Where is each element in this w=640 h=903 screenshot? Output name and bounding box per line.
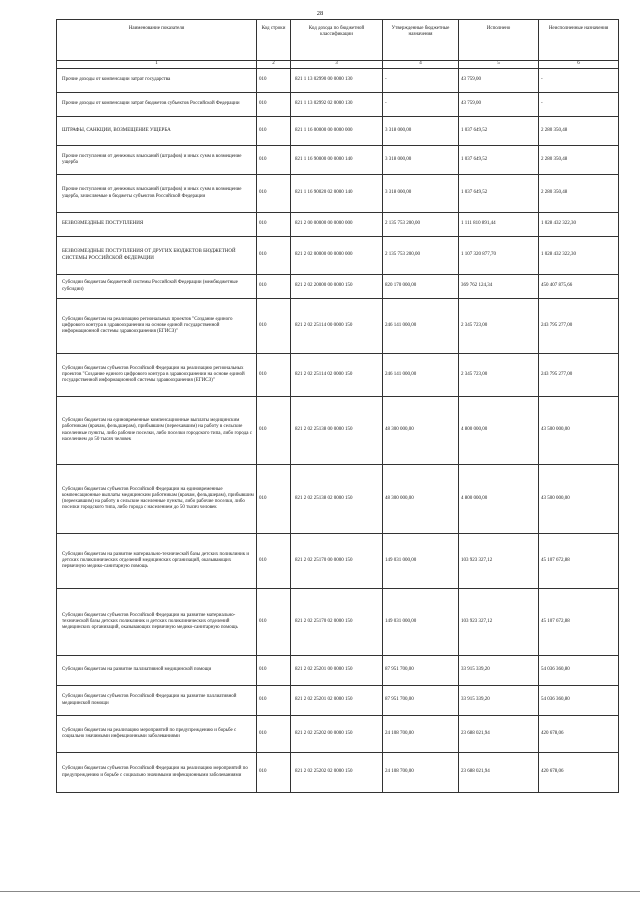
row-line-code: 010 bbox=[257, 753, 291, 793]
row-line-code: 010 bbox=[257, 117, 291, 146]
row-executed: 2 345 723,00 bbox=[459, 354, 539, 397]
row-executed: 1 037 649,52 bbox=[459, 117, 539, 146]
row-line-code: 010 bbox=[257, 534, 291, 589]
table-row bbox=[57, 716, 619, 753]
row-budget-code: 821 2 02 25202 00 0000 150 bbox=[291, 716, 383, 753]
row-executed: 103 923 327,12 bbox=[459, 589, 539, 656]
row-name: Субсидии бюджетам субъектов Российской Федерации на единовременные компенсационные выплаты медицинским работникам (врачам, фельдшерам), прибывшим (переехавшим) на работу в сельские населенные пункты, либо рабочие поселки, либо поселки городского типа, либо города с населением до 50 тысяч человек bbox=[57, 465, 257, 534]
row-name: БЕЗВОЗМЕЗДНЫЕ ПОСТУПЛЕНИЯ ОТ ДРУГИХ БЮДЖЕТОВ БЮДЖЕТНОЙ СИСТЕМЫ РОССИЙСКОЙ ФЕДЕРАЦИИ bbox=[57, 237, 257, 275]
table-row bbox=[57, 275, 619, 299]
column-number: 2 bbox=[257, 61, 291, 69]
row-executed: 4 800 000,00 bbox=[459, 465, 539, 534]
row-approved: 149 031 000,00 bbox=[383, 534, 459, 589]
row-line-code: 010 bbox=[257, 237, 291, 275]
table-row bbox=[57, 93, 619, 117]
table-row bbox=[57, 146, 619, 175]
row-budget-code: 821 1 13 02990 00 0000 130 bbox=[291, 69, 383, 93]
row-executed: 43 759,00 bbox=[459, 69, 539, 93]
row-budget-code: 821 2 02 25201 02 0000 150 bbox=[291, 686, 383, 716]
row-line-code: 010 bbox=[257, 93, 291, 117]
table-row bbox=[57, 589, 619, 656]
row-unexecuted: 45 107 672,88 bbox=[539, 589, 619, 656]
row-unexecuted: 243 795 277,00 bbox=[539, 354, 619, 397]
row-executed: 33 915 339,20 bbox=[459, 686, 539, 716]
row-unexecuted: 450 407 875,66 bbox=[539, 275, 619, 299]
column-number-row bbox=[57, 61, 619, 69]
header-name: Наименование показателя bbox=[57, 20, 257, 61]
row-budget-code: 821 2 02 25138 00 0000 150 bbox=[291, 397, 383, 465]
page-number: 28 bbox=[316, 10, 324, 17]
table-row bbox=[57, 175, 619, 213]
row-name: Субсидии бюджетам субъектов Российской Федерации на развитие паллиативной медицинской помощи bbox=[57, 686, 257, 716]
row-line-code: 010 bbox=[257, 354, 291, 397]
row-executed: 103 923 327,12 bbox=[459, 534, 539, 589]
budget-execution-table bbox=[56, 19, 619, 793]
header-line-code: Код строки bbox=[257, 20, 291, 61]
row-budget-code: 821 2 02 25114 02 0000 150 bbox=[291, 354, 383, 397]
row-unexecuted: 43 500 000,00 bbox=[539, 465, 619, 534]
row-executed: 43 759,00 bbox=[459, 93, 539, 117]
row-name: Субсидии бюджетам на реализацию мероприятий по предупреждению и борьбе с социально значимыми инфекционными заболеваниями bbox=[57, 716, 257, 753]
row-unexecuted: 420 678,06 bbox=[539, 753, 619, 793]
row-budget-code: 821 2 02 25138 02 0000 150 bbox=[291, 465, 383, 534]
table-row bbox=[57, 299, 619, 354]
row-unexecuted: 1 028 432 322,30 bbox=[539, 237, 619, 275]
row-budget-code: 821 1 16 90000 00 0000 140 bbox=[291, 146, 383, 175]
row-approved: 149 031 000,00 bbox=[383, 589, 459, 656]
row-budget-code: 821 1 16 90020 02 0000 140 bbox=[291, 175, 383, 213]
row-budget-code: 821 1 13 02992 02 0000 130 bbox=[291, 93, 383, 117]
row-unexecuted: 2 280 350,48 bbox=[539, 117, 619, 146]
row-budget-code: 821 1 16 00000 00 0000 000 bbox=[291, 117, 383, 146]
row-line-code: 010 bbox=[257, 69, 291, 93]
row-approved: 246 141 000,00 bbox=[383, 299, 459, 354]
row-line-code: 010 bbox=[257, 589, 291, 656]
table-row bbox=[57, 213, 619, 237]
row-executed: 1 037 649,52 bbox=[459, 175, 539, 213]
row-executed: 23 688 021,94 bbox=[459, 716, 539, 753]
row-executed: 1 037 649,52 bbox=[459, 146, 539, 175]
column-number: 6 bbox=[539, 61, 619, 69]
header-budget-code: Код дохода по бюджетной классификации bbox=[291, 20, 383, 61]
row-line-code: 010 bbox=[257, 275, 291, 299]
row-approved: - bbox=[383, 93, 459, 117]
header-executed: Исполнено bbox=[459, 20, 539, 61]
row-name: Субсидии бюджетам на развитие паллиативной медицинской помощи bbox=[57, 656, 257, 686]
row-name: Субсидии бюджетам бюджетной системы Российской Федерации (межбюджетные субсидии) bbox=[57, 275, 257, 299]
row-name: БЕЗВОЗМЕЗДНЫЕ ПОСТУПЛЕНИЯ bbox=[57, 213, 257, 237]
row-budget-code: 821 2 02 25114 00 0000 150 bbox=[291, 299, 383, 354]
column-number: 4 bbox=[383, 61, 459, 69]
row-executed: 1 107 320 877,70 bbox=[459, 237, 539, 275]
table-row bbox=[57, 397, 619, 465]
row-approved: 24 108 700,00 bbox=[383, 716, 459, 753]
row-approved: 87 951 700,00 bbox=[383, 686, 459, 716]
row-name: ШТРАФЫ, САНКЦИИ, ВОЗМЕЩЕНИЕ УЩЕРБА bbox=[57, 117, 257, 146]
table-row bbox=[57, 69, 619, 93]
table-row bbox=[57, 753, 619, 793]
row-approved: 24 108 700,00 bbox=[383, 753, 459, 793]
row-name: Прочие доходы от компенсации затрат государства bbox=[57, 69, 257, 93]
table-row bbox=[57, 354, 619, 397]
row-line-code: 010 bbox=[257, 299, 291, 354]
row-executed: 1 111 810 891,44 bbox=[459, 213, 539, 237]
row-unexecuted: 43 500 000,00 bbox=[539, 397, 619, 465]
row-executed: 2 345 723,00 bbox=[459, 299, 539, 354]
table-row bbox=[57, 656, 619, 686]
row-executed: 23 688 021,94 bbox=[459, 753, 539, 793]
row-approved: 3 318 000,00 bbox=[383, 175, 459, 213]
row-line-code: 010 bbox=[257, 175, 291, 213]
row-approved: 2 135 753 200,00 bbox=[383, 213, 459, 237]
row-approved: - bbox=[383, 69, 459, 93]
row-name: Прочие поступления от денежных взысканий (штрафов) и иных сумм в возмещение ущерба, зачисляемые в бюджеты субъектов Российской Федерации bbox=[57, 175, 257, 213]
table-row bbox=[57, 237, 619, 275]
table-row bbox=[57, 465, 619, 534]
row-name: Субсидии бюджетам субъектов Российской Федерации на развитие материально-технической базы детских поликлиник и детских поликлинических отделений медицинских организаций, оказывающих первичную медико-санитарную помощь bbox=[57, 589, 257, 656]
row-unexecuted: 2 280 350,48 bbox=[539, 146, 619, 175]
table-row bbox=[57, 686, 619, 716]
row-unexecuted: 420 678,06 bbox=[539, 716, 619, 753]
row-budget-code: 821 2 02 00000 00 0000 000 bbox=[291, 237, 383, 275]
row-name: Субсидии бюджетам субъектов Российской Федерации на реализацию мероприятий по предупреждению и борьбе с социально значимыми инфекционными заболеваниями bbox=[57, 753, 257, 793]
row-approved: 87 951 700,00 bbox=[383, 656, 459, 686]
header-unexecuted: Неисполненные назначения bbox=[539, 20, 619, 61]
header-approved: Утвержденные бюджетные назначения bbox=[383, 20, 459, 61]
row-approved: 3 318 000,00 bbox=[383, 146, 459, 175]
column-number: 3 bbox=[291, 61, 383, 69]
row-unexecuted: - bbox=[539, 93, 619, 117]
row-unexecuted: 1 028 432 322,30 bbox=[539, 213, 619, 237]
row-unexecuted: 2 280 350,48 bbox=[539, 175, 619, 213]
row-budget-code: 821 2 02 20000 00 0000 150 bbox=[291, 275, 383, 299]
row-executed: 369 762 124,34 bbox=[459, 275, 539, 299]
row-budget-code: 821 2 02 25201 00 0000 150 bbox=[291, 656, 383, 686]
row-unexecuted: 45 107 672,88 bbox=[539, 534, 619, 589]
row-unexecuted: 54 036 360,80 bbox=[539, 686, 619, 716]
row-name: Субсидии бюджетам на развитие материально-технической базы детских поликлиник и детских поликлинических отделений медицинских организаций, оказывающих первичную медико-санитарную помощь bbox=[57, 534, 257, 589]
row-line-code: 010 bbox=[257, 213, 291, 237]
row-budget-code: 821 2 02 25170 00 0000 150 bbox=[291, 534, 383, 589]
row-line-code: 010 bbox=[257, 656, 291, 686]
row-name: Субсидии бюджетам на единовременные компенсационные выплаты медицинским работникам (врачам, фельдшерам), прибывшим (переехавшим) на работу в сельские населенные пункты, либо рабочие поселки, либо поселки городского типа, либо города с населением до 50 тысяч человек bbox=[57, 397, 257, 465]
row-approved: 820 170 000,00 bbox=[383, 275, 459, 299]
row-budget-code: 821 2 02 25170 02 0000 150 bbox=[291, 589, 383, 656]
column-number: 1 bbox=[57, 61, 257, 69]
row-line-code: 010 bbox=[257, 397, 291, 465]
row-unexecuted: 243 795 277,00 bbox=[539, 299, 619, 354]
row-name: Прочие поступления от денежных взысканий (штрафов) и иных сумм в возмещение ущерба bbox=[57, 146, 257, 175]
page-bottom-rule bbox=[0, 891, 640, 892]
row-line-code: 010 bbox=[257, 146, 291, 175]
row-unexecuted: - bbox=[539, 69, 619, 93]
row-approved: 246 141 000,00 bbox=[383, 354, 459, 397]
row-executed: 33 915 339,20 bbox=[459, 656, 539, 686]
table-row bbox=[57, 534, 619, 589]
table-row bbox=[57, 117, 619, 146]
row-budget-code: 821 2 02 25202 02 0000 150 bbox=[291, 753, 383, 793]
row-line-code: 010 bbox=[257, 465, 291, 534]
row-unexecuted: 54 036 360,80 bbox=[539, 656, 619, 686]
row-approved: 48 300 000,00 bbox=[383, 465, 459, 534]
row-line-code: 010 bbox=[257, 686, 291, 716]
row-line-code: 010 bbox=[257, 716, 291, 753]
row-name: Прочие доходы от компенсации затрат бюджетов субъектов Российской Федерации bbox=[57, 93, 257, 117]
row-approved: 2 135 753 200,00 bbox=[383, 237, 459, 275]
row-executed: 4 800 000,00 bbox=[459, 397, 539, 465]
row-name: Субсидии бюджетам субъектов Российской Федерации на реализацию региональных проектов "Создание единого цифрового контура в здравоохранении на основе единой государственной информационной системы здравоохранения (ЕГИСЗ)" bbox=[57, 354, 257, 397]
row-budget-code: 821 2 00 00000 00 0000 000 bbox=[291, 213, 383, 237]
column-number: 5 bbox=[459, 61, 539, 69]
row-name: Субсидии бюджетам на реализацию региональных проектов "Создание единого цифрового контура в здравоохранении на основе единой государственной информационной системы здравоохранения (ЕГИСЗ)" bbox=[57, 299, 257, 354]
row-approved: 3 318 000,00 bbox=[383, 117, 459, 146]
row-approved: 48 300 000,00 bbox=[383, 397, 459, 465]
